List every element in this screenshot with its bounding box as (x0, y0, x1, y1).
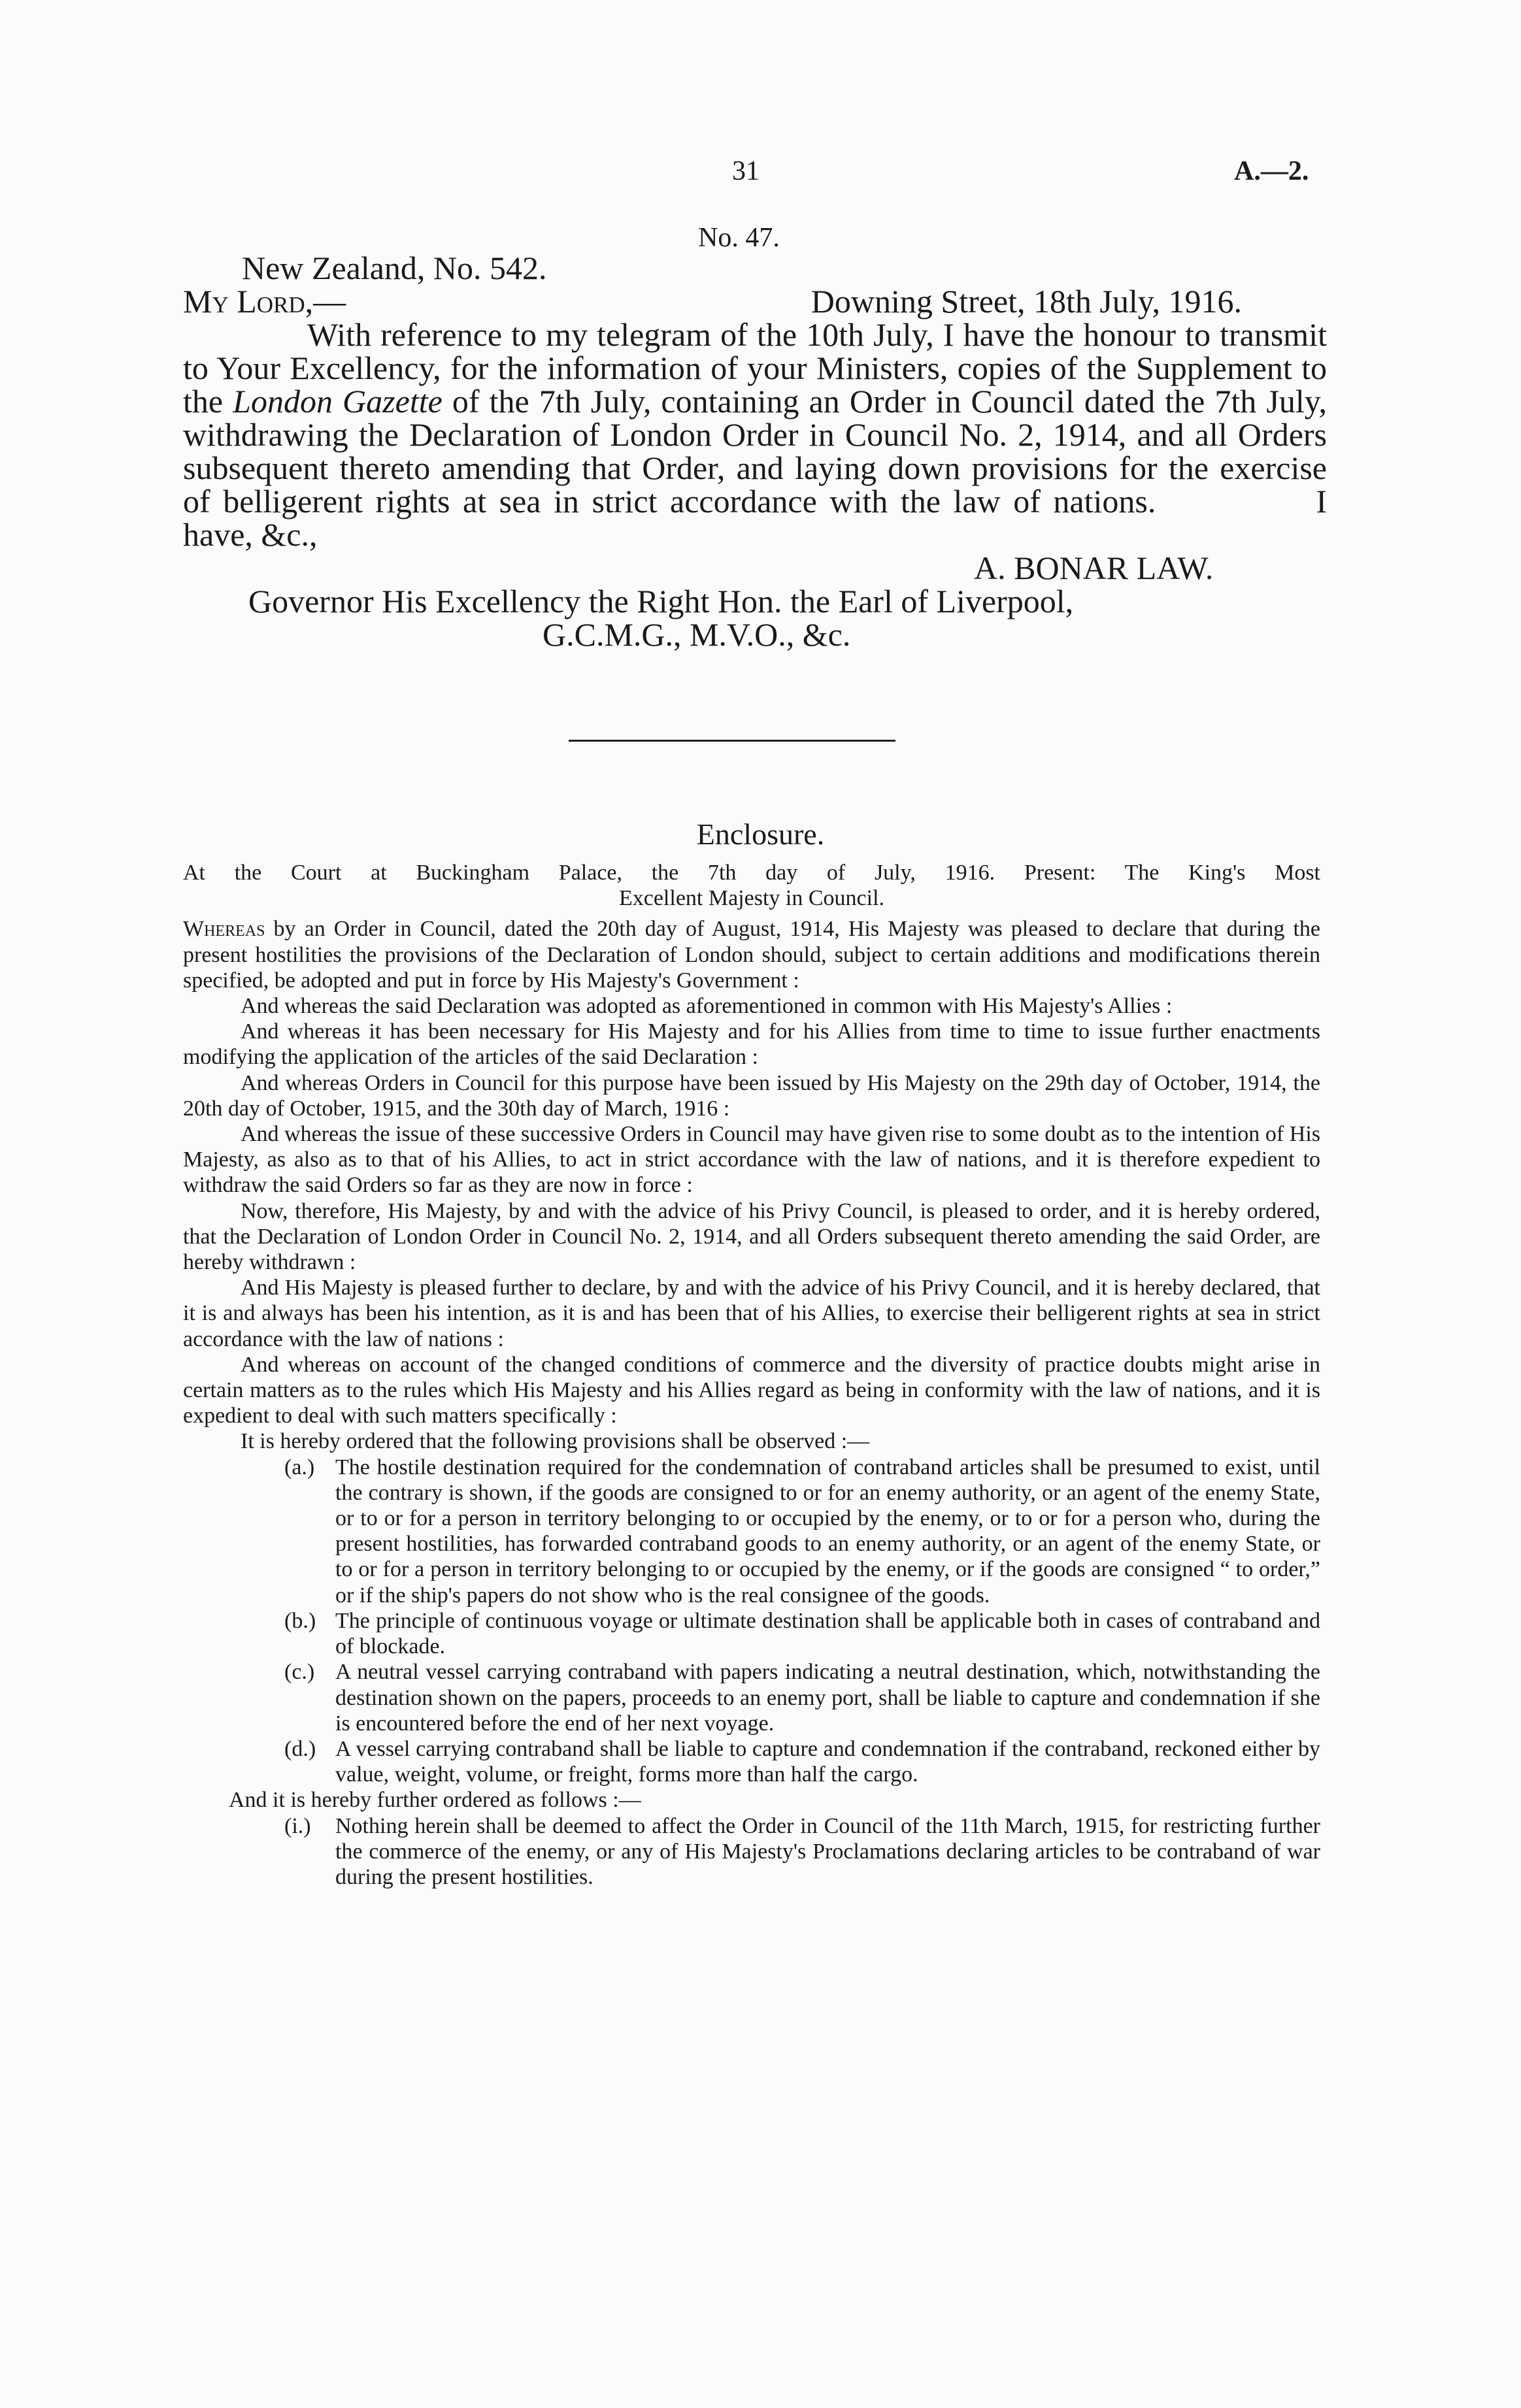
place-date: Downing Street, 18th July, 1916. (811, 283, 1242, 320)
ordered-intro: It is hereby ordered that the following provisions shall be observed :— (241, 1429, 870, 1454)
addressee-line-2: G.C.M.G., M.V.O., &c. (543, 616, 851, 653)
provision-text: A neutral vessel carrying contraband with papers indicating a neutral destination, which, notwithstanding the destination shown on the papers, proceeds to an enemy port, shall be liable to capture and condemnation if she is encountered before the end of her next voyage. (335, 1660, 1320, 1736)
gazette-title: London Gazette (233, 383, 443, 420)
paragraph-3: And whereas it has been necessary for His Majesty and for his Allies from time to time to issue further enactments modifying the application of the articles of the said Declaration : (183, 1019, 1320, 1070)
salutation-row (183, 285, 1327, 318)
paragraph-7: And His Majesty is pleased further to declare, by and with the advice of his Privy Council, and it is hereby declared, that it is and always has been his intention, as it is and has been that of his Allies, to exercise their belligerent rights at sea in strict accordance with the law of nations : (183, 1276, 1320, 1351)
provision-a (284, 1455, 1320, 1608)
colony-reference: New Zealand, No. 542. (242, 250, 547, 286)
paragraph-2: And whereas the said Declaration was adopted as aforementioned in common with His Majesty's Allies : (241, 994, 1173, 1019)
provision-i (284, 1813, 1320, 1890)
provision-label: (a.) (284, 1455, 315, 1479)
paragraph-8: And whereas on account of the changed conditions of commerce and the diversity of practice doubts might arise in certain matters as to the rules which His Majesty and his Allies regard as being in conformity with the law of nations, and it is expedient to deal with such matters specifically : (183, 1352, 1320, 1428)
page-number: 31 (732, 156, 760, 186)
provision-label: (i.) (284, 1813, 311, 1838)
salutation: My Lord,— (183, 283, 346, 320)
enclosure-body (183, 860, 1320, 1890)
provision-text: Nothing herein shall be deemed to affect the Order in Council of the 11th March, 1915, for restricting further the commerce of the enemy, or any of His Majesty's Proclamations declaring articles to be contraband of war during the present hostilities. (335, 1813, 1320, 1889)
document-reference: A.—2. (1234, 156, 1309, 186)
provision-d (284, 1736, 1320, 1787)
section-divider (569, 740, 895, 742)
enclosure-title: Enclosure. (696, 817, 825, 851)
paragraph-5: And whereas the issue of these successive Orders in Council may have given rise to some doubt as to the intention of His Majesty, as also as to that of his Allies, to act in strict accordance with the law of nations, and it is therefore expedient to withdraw the said Orders so far as they are now in force : (183, 1122, 1320, 1198)
whereas-word: Whereas (183, 917, 265, 942)
paragraph-whereas: Whereas by an Order in Council, dated the 20th day of August, 1914, His Majesty was pleased to declare that during the present hostilities the provisions of the Declaration of London should, subject to certain additions and modifications therein specified, be adopted and put in force by His Majesty's Government : (183, 917, 1320, 993)
paragraph-4: And whereas Orders in Council for this purpose have been issued by His Majesty on the 29th day of October, 1914, the 20th day of October, 1915, and the 30th day of March, 1916 : (183, 1070, 1320, 1121)
closing: I have, &c., (183, 483, 1327, 553)
provision-c (284, 1659, 1320, 1736)
provision-text: The hostile destination required for the condemnation of contraband articles shall be presumed to exist, until the contrary is shown, if the goods are consigned to or for an enemy authority, or an agent of the enemy State, or to or for a person in territory belonging to or occupied by the enemy, or to or for a person who, during the present hostilities, has forwarded contraband goods to an enemy authority, or an agent of the enemy State, or to or for a person in territory belonging to or occupied by the enemy, or if the goods are consigned “ to order,” or if the ship's papers do not show who is the real consignee of the goods. (335, 1455, 1320, 1608)
court-line-1: At the Court at Buckingham Palace, the 7th day of July, 1916. Present: The King's Most (183, 861, 1320, 885)
provision-text: A vessel carrying contraband shall be liable to capture and condemnation if the contraband, reckoned either by value, weight, volume, or freight, forms more than half the cargo. (335, 1736, 1320, 1787)
provision-label: (d.) (284, 1736, 316, 1761)
letter-number: No. 47. (698, 223, 780, 253)
letter-body: With reference to my telegram of the 10th July, I have the honour to transmit to Your Excellency, for the information of your Ministers, copies of the Supplement to the London Gazette of the 7th July, containing an Order in Council dated the 7th July, withdrawing the Declaration of London Order in Council No. 2, 1914, and all Orders subsequent thereto amending that Order, and laying down provisions for the exercise of belligerent rights at sea in strict accordance with the law of nations. I have, &c., (183, 316, 1327, 553)
provision-b (284, 1608, 1320, 1659)
provision-text: The principle of continuous voyage or ultimate destination shall be applicable both in cases of contraband and of blockade. (335, 1608, 1320, 1659)
paragraph-6: Now, therefore, His Majesty, by and with the advice of his Privy Council, is pleased to order, and it is hereby ordered, that the Declaration of London Order in Council No. 2, 1914, and all Orders subsequent thereto amending the said Order, are hereby withdrawn : (183, 1198, 1320, 1275)
further-intro: And it is hereby further ordered as follows :— (229, 1788, 641, 1813)
court-line-2: Excellent Majesty in Council. (618, 886, 885, 911)
letter (183, 252, 1327, 651)
provision-label: (c.) (284, 1660, 315, 1685)
addressee-line-1: Governor His Excellency the Right Hon. the Earl of Liverpool, (248, 583, 1074, 619)
signature: A. BONAR LAW. (974, 550, 1214, 586)
provision-label: (b.) (284, 1608, 316, 1633)
